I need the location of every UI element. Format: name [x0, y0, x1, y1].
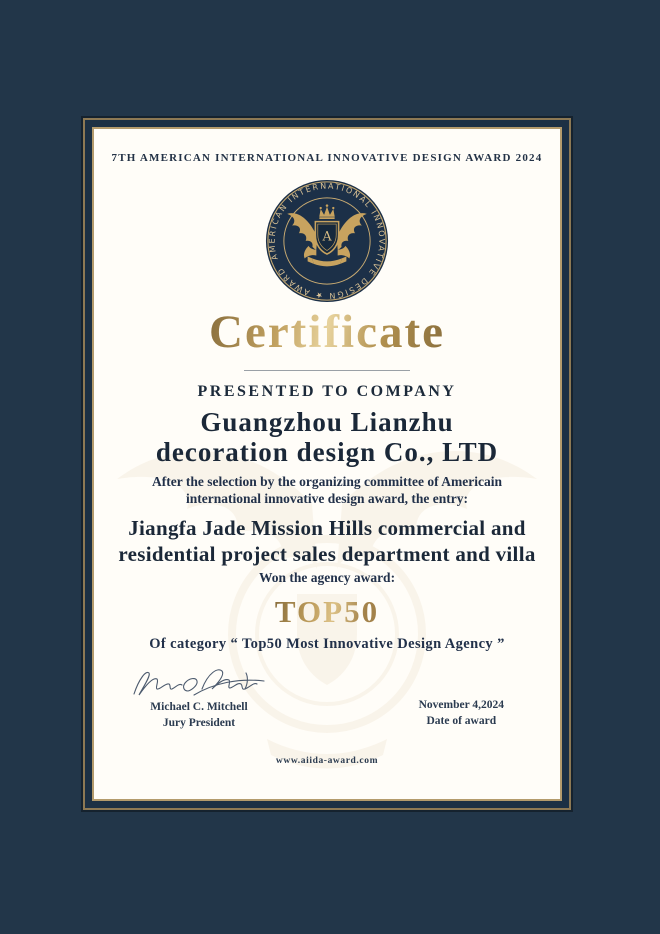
presented-label: PRESENTED TO COMPANY	[197, 383, 457, 401]
award-rank: TOP50	[274, 593, 380, 629]
entry-title-line1: Jiangfa Jade Mission Hills commercial and	[128, 516, 526, 541]
title-divider	[244, 370, 410, 371]
company-name-line1: Guangzhou Lianzhu	[200, 407, 454, 438]
seal-ring-text: AMERICAN INTERNATIONAL INNOVATIVE DESIGN ★ AWARD	[267, 181, 387, 301]
website-url: www.aiida-award.com	[275, 755, 379, 766]
company-name	[94, 408, 560, 466]
certificate-body	[92, 127, 562, 801]
seal-monogram: A	[322, 228, 332, 244]
date-label: Date of award	[426, 714, 497, 727]
certificate-frame	[83, 118, 571, 810]
signatory-name: Michael C. Mitchell	[150, 700, 248, 713]
certificate-title: Certificate	[209, 306, 445, 358]
award-header: 7TH AMERICAN INTERNATIONAL INNOVATIVE DESIGN AWARD 2024	[111, 152, 543, 164]
signatory-role: Jury President	[162, 716, 236, 729]
award-date: November 4,2024	[418, 698, 504, 711]
selection-text-line1: After the selection by the organizing committee of Americain	[152, 473, 502, 489]
signatory-block	[124, 661, 274, 731]
company-name-line2: decoration design Co., LTD	[155, 436, 499, 467]
selection-text	[94, 474, 560, 508]
award-seal-icon	[264, 178, 390, 304]
won-label: Won the agency award:	[258, 569, 396, 585]
selection-text-line2: international innovative design award, the entry:	[186, 490, 468, 506]
category-text: Of category “ Top50 Most Innovative Design Agency ”	[149, 635, 505, 652]
signature-row	[94, 661, 560, 731]
entry-title-line2: residential project sales department and villa	[118, 541, 536, 566]
entry-title	[94, 516, 560, 566]
date-block	[419, 697, 504, 731]
signature-scribble-icon	[124, 661, 274, 703]
